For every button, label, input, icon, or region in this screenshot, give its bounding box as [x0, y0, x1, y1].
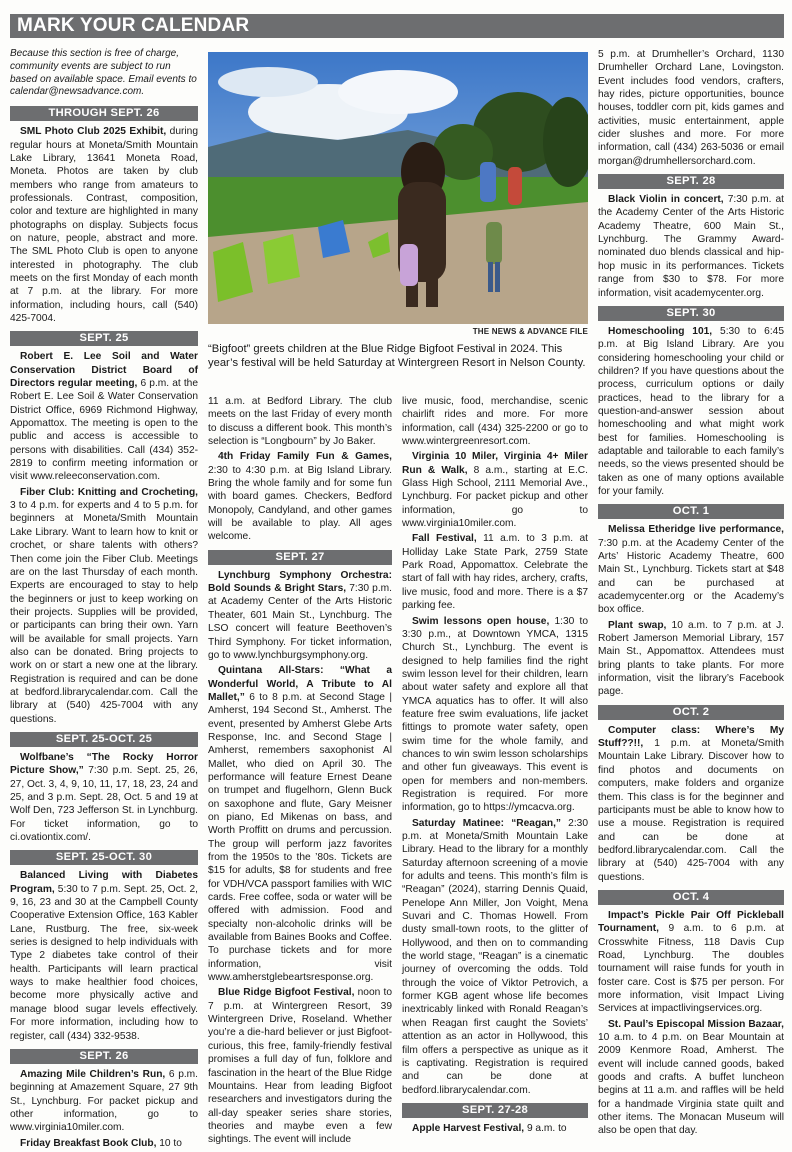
event-title: Swim lessons open house,	[412, 615, 550, 627]
event-listing	[208, 450, 392, 543]
date-heading: SEPT. 25-OCT. 25	[10, 732, 198, 747]
event-listing	[10, 1137, 198, 1150]
event-details: 5:30 to 7 p.m. Sept. 25, Oct. 2, 9, 16, 23 and 30 at the Campbell County Cooperative Extension Office, 163 Kabler Lane, Rustburg. The free, six-week series is designed to help individuals with Type 2 diabetes take control of their health. Participants will learn practical ways to make healthier food choices, become more physically active and manage blood sugar levels effectively. For more information, including how to register, call (434) 332-9538.	[10, 883, 198, 1042]
date-heading: SEPT. 28	[598, 174, 784, 189]
date-heading: SEPT. 25-OCT. 30	[10, 850, 198, 865]
event-listing	[598, 48, 784, 168]
event-title: Plant swap,	[608, 619, 667, 631]
event-listing	[10, 751, 198, 844]
event-details: 1:30 to 3:30 p.m., at Downtown YMCA, 1315 Church St., Lynchburg. The event is designed to help families find the right swim lesson level for their children, learn about water safety and explore all that YMCA aquatics has to offer. It will also feature free swim evaluations, life jacket fittings to promote water safety, open swim time for the whole family, and chances to win swim lesson scholarships and other fun giveaways. This event is open for members and non-members. Registration is required. For more information, go to https://ymcacva.org.	[402, 615, 588, 814]
event-title: Fall Festival,	[412, 533, 477, 545]
event-listing	[598, 325, 784, 498]
event-title: Quintana All-Stars: “What a Wonderful World, A Tribute to Al Mallet,”	[208, 665, 392, 703]
event-details: 10 a.m. to 4 p.m. on Bear Mountain at 2009 Kenmore Road, Amherst. The event will include canned goods, baked goods and crafts. A buffet luncheon begins at 11 a.m. and raffles will be held for a handmade Virginia state quilt and other items. The Monacan Museum will also be open that day.	[598, 1032, 784, 1137]
event-listing	[402, 532, 588, 612]
event-title: Virginia 10 Miler, Virginia 4+ Miler Run & Walk,	[402, 451, 588, 476]
event-details: noon to 7 p.m. at Wintergreen Resort, 39 Wintergreen Drive, Roseland. Whether you’re a die-hard believer or just Bigfoot-curious, this free, family-friendly festival promises a full day of fun, folklore and fascination in the heart of the Blue Ridge Mountains. Hear from leading Bigfoot researchers and investigators during the all-day speaker series share stories, theories and maybe even a few sightings. The event will include	[208, 987, 392, 1146]
event-details: 3 to 4 p.m. for experts and 4 to 5 p.m. for beginners at Moneta/Smith Mountain Lake Library. Want to learn how to knit or crochet, or share talents with others? Then come join the Fiber Club. Meetings are on the last Thursday of each month. Experts are encouraged to stay to help the beginners or just to keep working on their projects. Supplies will be provided, or participants can bring their own. Yarn will be available for small projects. Yarn also can be donated. Bring projects to work on or start a new one at the library. Registration is required and can be done at bedford.librarycalendar.com. Call the library at (540) 425-7004 with any questions.	[10, 500, 198, 725]
event-details: 8 a.m., starting at E.C. Glass High School, 2111 Memorial Ave., Lynchburg. For packet pickup and other information, go to www.virginia10miler.com.	[402, 464, 588, 530]
date-heading: OCT. 2	[598, 705, 784, 720]
event-listing	[598, 724, 784, 884]
event-details: 5:30 to 6:45 p.m. at Big Island Library. Are you considering homeschooling your child or children? If you have questions about the process, curriculum options or daily practices, head to the library for a question-and-answer session about homeschooling and what might work best for families. Homeschooling is adaptable and tailorable to each family’s needs, so the views presented should be taken as one of many options available for your family.	[598, 325, 784, 497]
event-title: Blue Ridge Bigfoot Festival,	[218, 987, 355, 999]
event-listing	[208, 664, 392, 984]
event-title: Apple Harvest Festival,	[412, 1122, 525, 1134]
event-details: 7:30 p.m. at the Academy Center of the Arts Historic Academy Theatre, 600 Main St., Lynchburg. The Grammy Award-nominated duo blends classical and hip-hop music in its performances. Tickets range from $30 to $78. For more information, visit academycenter.org.	[598, 194, 784, 299]
date-heading: SEPT. 25	[10, 331, 198, 346]
column-2	[208, 395, 392, 1149]
bigfoot-festival-photo	[208, 52, 588, 324]
event-details: 7:30 p.m. at Academy Center of the Arts Historic Theater, 601 Main St., Lynchburg. The LSO concert will feature Beethoven’s Third Symphony. For ticket information, go to www.lynchburgsymphony.org.	[208, 583, 392, 661]
event-title: Amazing Mile Children’s Run,	[20, 1068, 166, 1080]
date-heading: OCT. 4	[598, 890, 784, 905]
event-details: 11 a.m. at Bedford Library. The club meets on the last Friday of every month to discuss a different book. This month’s selection is “Longbourn” by Jo Baker.	[208, 396, 392, 448]
event-details: 2:30 to 4:30 p.m. at Big Island Library. Bring the whole family and for some fun with board games. Checkers, Bedford Monopoly, Candyland, and other games will be available to play. All ages welcome.	[208, 464, 392, 543]
event-listing	[208, 395, 392, 448]
event-title: Saturday Matinee: “Reagan,”	[412, 817, 562, 829]
event-title: 4th Friday Family Fun & Games,	[218, 451, 392, 463]
event-details: 9 a.m. to	[524, 1122, 567, 1134]
event-title: Balanced Living with Diabetes Program,	[10, 870, 198, 895]
event-listing	[598, 909, 784, 1016]
event-title: Robert E. Lee Soil and Water Conservation District Board of Directors regular meeting,	[10, 351, 198, 390]
event-listing	[10, 350, 198, 483]
column-1	[10, 48, 198, 1152]
event-details: 6 p.m. at the Robert E. Lee Soil & Water Conservation District Office, 6969 Richmond Highway, Appomattox. The meeting is open to the public and access is accessible to persons with disabilities. Call (434) 352-2819 to confirm meeting information or visit www.releeconservation.com.	[10, 378, 198, 483]
event-listing	[402, 395, 588, 448]
event-details: 7:30 p.m. Sept. 25, 26, 27, Oct. 3, 4, 9, 10, 11, 17, 18, 23, 24 and 25, and 3 p.m. Sept. 28, Oct. 5 and 19 at Wolf Den, 723 Jefferson St. in Lynchburg. For ticket information, go to ci.ovationtix.com/.	[10, 765, 199, 844]
event-title: St. Paul’s Episcopal Mission Bazaar,	[608, 1018, 784, 1030]
event-listing	[208, 986, 392, 1146]
event-title: Wolfbane’s “The Rocky Horror Picture Show,”	[10, 751, 198, 777]
photo-credit: THE NEWS & ADVANCE FILE	[472, 327, 588, 336]
date-heading: THROUGH SEPT. 26	[10, 106, 198, 121]
event-listing	[402, 450, 588, 530]
date-heading: SEPT. 30	[598, 306, 784, 321]
date-heading: OCT. 1	[598, 504, 784, 519]
event-listing	[402, 817, 588, 1097]
date-heading: SEPT. 27	[208, 550, 392, 565]
event-title: Homeschooling 101,	[608, 325, 713, 337]
event-details: 5 p.m. at Drumheller’s Orchard, 1130 Drumheller Orchard Lane, Lovingston. Event includes food vendors, crafters, hay rides, picture opportunities, bounce houses, toddler corn pit, kids games and activities, music entertainment, apple cider slushes and more. For more information, call (434) 263-5036 or email morgan@drumhellersorchard.com.	[598, 49, 784, 167]
event-listing	[598, 1018, 784, 1138]
section-title: MARK YOUR CALENDAR	[17, 15, 250, 36]
event-listing	[598, 523, 784, 616]
event-title: Melissa Etheridge live performance,	[608, 524, 784, 536]
intro-note: Because this section is free of charge, community events are subject to run based on available space. Email events to calendar@newsadvance.com.	[10, 48, 197, 98]
photo-caption: “Bigfoot” greets children at the Blue Ridge Bigfoot Festival in 2024. This year’s festival will be held Saturday at Wintergreen Resort in Nelson County.	[208, 343, 586, 369]
event-listing	[402, 615, 588, 815]
event-details: 2:30 p.m. at Moneta/Smith Mountain Lake Library. Head to the library for a monthly Saturday afternoon screening of a movie for adults and teens. This month’s film is “Reagan” (2024), starring Dennis Quaid, Penelope Ann Miller, Jon Voight, Mena Suvari and C. Thomas Howell. From dusty small-town roots, to the glitter of Hollywood, and then on to commanding the world stage, “Reagan” is a cinematic journey of overcoming the odds. Told through the voice of Viktor Petrovich, a former KGB agent whose life becomes inextricably linked with Ronald Reagan’s when Reagan first caught the Soviets’ attention as an actor in Hollywood, this film offers a perspective as unique as it is captivating. Registration is required and can be done at bedford.librarycalendar.com.	[402, 817, 588, 1096]
date-heading: SEPT. 27-28	[402, 1103, 588, 1118]
section-header	[10, 14, 784, 38]
event-details: 1 p.m. at Moneta/Smith Mountain Lake Library. Discover how to find photos and documents on computers, make folders and organize them. This class is for the beginner and participants must be able to know how to use a mouse. Registration is required and can be done at bedford.librarycalendar.com. Call the library at (540) 425-7004 with any questions.	[598, 738, 784, 883]
event-details: 6 p.m. beginning at Amazement Square, 27 9th St., Lynchburg. For packet pickup and other information, go to www.virginia10miler.com.	[10, 1068, 199, 1134]
event-title: Impact’s Pickle Pair Off Pickleball Tournament,	[598, 909, 784, 935]
event-details: 7:30 p.m. at the Academy Center of the Arts’ Historic Academy Theatre, 600 Main St., Lynchburg. Tickets start at $48 and can be purchased at academycenter.org or the Academy’s box office.	[598, 537, 784, 616]
event-title: Computer class: Where’s My Stuff??!!,	[598, 724, 784, 750]
event-details: during regular hours at Moneta/Smith Mountain Lake Library, 13641 Moneta Road, Moneta. Photos are taken by club members who range from amateurs to professionals. Contrast, composition, color and texture are highlighted in many photographs on display. Subjects focus on nature, people, abstract and more. The SML Photo Club is open to anyone interested in photography. The club meets on the first Monday of each month at 7 p.m. at the library. For more information, including hours, call (540) 425-7004.	[10, 126, 198, 324]
event-listing	[10, 869, 198, 1042]
event-details: live music, food, merchandise, scenic chairlift rides and more. For more information, call (434) 325-2200 or go to www.wintergreenresort.com.	[402, 396, 588, 448]
event-details: 11 a.m. to 3 p.m. at Holliday Lake State Park, 2759 State Park Road, Appomattox. Celebrate the start of fall with hay rides, archery, crafts, live music, food and more. There is a $7 parking fee.	[402, 533, 589, 612]
event-title: Fiber Club: Knitting and Crocheting,	[20, 486, 198, 498]
event-details: 9 a.m. to 6 p.m. at Crosswhite Fitness, 118 Davis Cup Road, Lynchburg. The doubles tournament will raise funds for youth in foster care. Cost is $75 per person. For more information, visit Impact Living Services at impactlivingservices.org.	[598, 923, 784, 1015]
event-title: Friday Breakfast Book Club,	[20, 1137, 157, 1149]
event-listing	[208, 569, 392, 662]
event-title: SML Photo Club 2025 Exhibit,	[20, 126, 167, 138]
event-listing	[402, 1122, 588, 1135]
event-listing	[10, 486, 198, 726]
event-details: 6 to 8 p.m. at Second Stage | Amherst, 194 Second St., Amherst. The event, presented by Amherst Glebe Arts Response, Inc. and Second Stage | Amherst, remembers saxophonist Al Mallet, who died on April 30. The performance will feature Ernest Deane on trumpet and flugelhorn, Glenn Buck on saxophone and flute, Gary Meisner on piano, Ed Mikenas on bass, and Worth Proffitt on drums and percussion. The group will perform jazz favorites from the 1950s to the ’80s. Tickets are $15 for adults, $8 for students and free for VDH/VCA passport families with WIC cards. Free coffee, soda or water will be offered with admission. Food and specialty non-alcoholic drinks will be available from Baines Books and Coffee. To purchase tickets and for more information, visit www.amherstglebeartsresponse.org.	[208, 691, 392, 984]
event-title: Black Violin in concert,	[608, 194, 724, 206]
event-details: 10 to	[156, 1137, 182, 1149]
event-listing	[10, 1068, 198, 1135]
event-listing	[598, 619, 784, 699]
date-heading: SEPT. 26	[10, 1049, 198, 1064]
event-listing	[598, 193, 784, 300]
event-details: 10 a.m. to 7 p.m. at J. Robert Jamerson Memorial Library, 157 Main St., Appomattox. Attendees must bring plants to take plants. For more information, visit the library’s Facebook page.	[598, 619, 784, 698]
column-4	[598, 48, 784, 1140]
event-title: Lynchburg Symphony Orchestra: Bold Sounds & Bright Stars,	[208, 569, 392, 595]
event-listing	[10, 125, 198, 325]
column-3	[402, 395, 588, 1137]
